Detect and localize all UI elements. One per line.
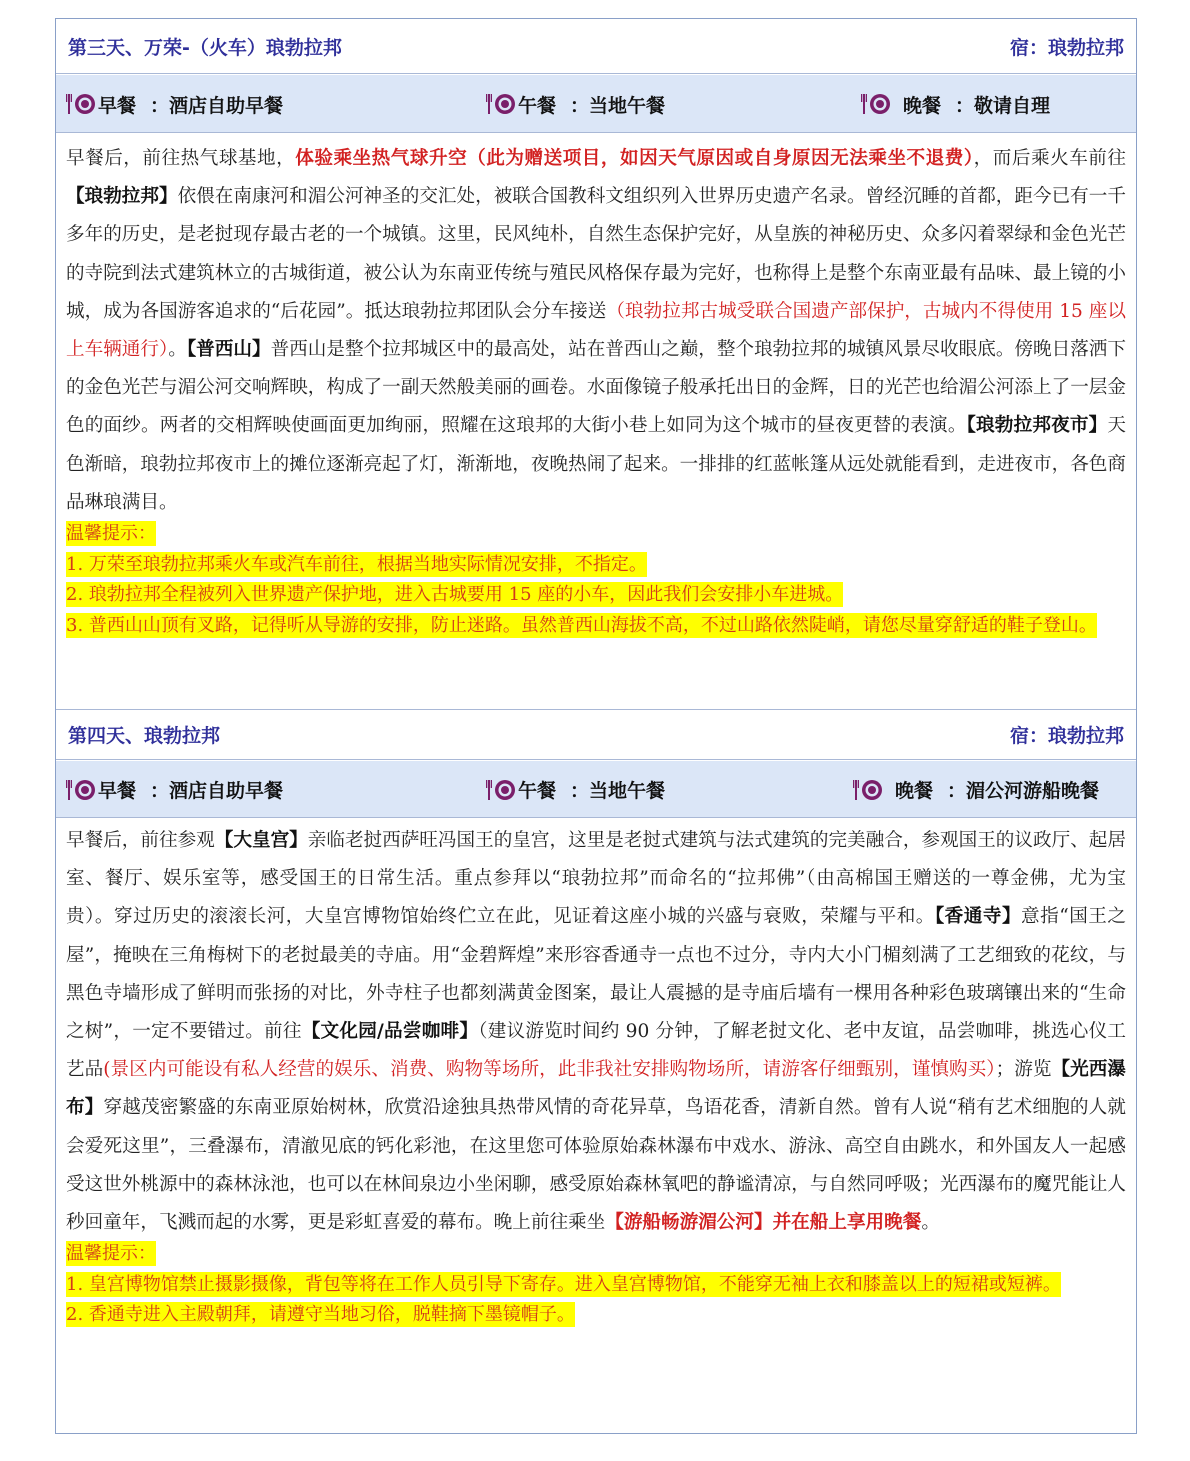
day3-dinner [861,75,1050,133]
itinerary-sheet [55,18,1137,1434]
text: 早餐后，前往热气球基地， [66,148,296,169]
attraction-name: 【光西瀑布】 [66,1059,1126,1119]
tip-item: 3. 普西山山顶有叉路，记得听从导游的安排，防止迷路。虽然普西山海拔不高，不过山路依然陡峭，请您尽量穿舒适的鞋子登山。 [66,614,1097,636]
plate-fork-icon [861,91,891,117]
day3-content [66,140,1126,641]
vehicle-restriction-note: （琅勃拉邦古城受联合国遗产部保护，古城内不得使用 15 座以上车辆通行） [66,300,1127,361]
tips-title: 温馨提示： [66,523,156,545]
attraction-name: 【文化园/品尝咖啡】 [301,1021,479,1043]
text: 普西山是整个拉邦城区中的最高处，站在普西山之巅，整个琅勃拉邦的城镇风景尽收眼底。傍晚日落洒下的金色光芒与湄公河交响辉映，构成了一副天然般美丽的画卷。水面像镜子般承托出日的金辉，日的光芒也给湄公河添上了一层金色的面纱。两者的交相辉映使画面更加绚丽，照耀在这琅邦的大街小巷上如同为这个城市的昼夜更替的表演。 [66,339,1126,437]
tip-item: 2. 香通寺进入主殿朝拜，请遵守当地习俗，脱鞋摘下墨镜帽子。 [66,1304,575,1326]
free-item-note: 体验乘坐热气球升空（此为赠送项目，如因天气原因或自身原因无法乘坐不退费） [295,148,974,169]
day3-title: 第三天、万荣-（火车）琅勃拉邦 [68,36,342,59]
text: （建议游览时间约 90 分钟，了解老挝文化、老中友谊，品尝咖啡，挑选心仪工艺品 [66,1021,1126,1081]
day4-lunch [486,761,665,818]
attraction-name: 【琅勃拉邦夜市】 [966,415,1108,437]
tips-title: 温馨提示： [66,1243,156,1265]
meal-name: 早餐 [98,780,137,802]
day4-tips [66,1239,1126,1331]
day3-stay: 宿：琅勃拉邦 [1009,36,1124,59]
text: 天色渐暗，琅勃拉邦夜市上的摊位逐渐亮起了灯，渐渐地，夜晚热闹了起来。一排排的红蓝帐篷从远处就能看到，走进夜市，各色商品琳琅满目。 [66,415,1126,513]
text: 依偎在南康河和湄公河神圣的交汇处，被联合国教科文组织列入世界历史遗产名录。曾经沉睡的首都，距今已有一千多年的历史，是老挝现存最古老的一个城镇。这里，民风纯朴，自然生态保护完好，从皇族的神秘历史、众多闪着翠绿和金色光芒的寺院到法式建筑林立的古城街道，被公认为东南亚传统与殖民风格保存最为完好，也称得上是整个东南亚最有品味、最上镜的小城，成为各国游客追求的“后花园”。抵达琅勃拉邦团队会分车接送 [66,186,1126,322]
meal-name: 晚餐 [903,94,942,117]
day4-dinner [853,761,1099,818]
text: ，而后乘火车前往 [973,148,1126,169]
text: ；游览 [995,1059,1052,1081]
meal-name: 午餐 [518,780,557,802]
day4-content [66,822,1126,1331]
meal-name: 晚餐 [895,780,934,802]
meal-value: ：湄公河游船晚餐 [947,780,1100,802]
text: 。 [168,339,187,361]
attraction-name: 【大皇宫】 [214,830,308,851]
meal-name: 早餐 [98,94,137,117]
day4-meal-bar [56,761,1136,818]
attraction-name: 【琅勃拉邦】 [66,186,178,208]
plate-fork-icon [486,91,516,117]
meal-value: ：酒店自助早餐 [150,94,284,117]
attraction-name: 【香通寺】 [934,906,1022,928]
day4-breakfast [66,761,283,818]
meal-value: ：酒店自助早餐 [150,780,284,802]
day4-header [56,710,1136,760]
text: 意指“国王之屋”，掩映在三角梅树下的老挝最美的寺庙。用“金碧辉煌”来形容香通寺一点也不过分，寺内大小门楣刻满了工艺细致的花纹，与黑色寺墙形成了鲜明而张扬的对比，外寺柱子也都刻满黄金图案，最让人震撼的是寺庙后墙有一棵用各种彩色玻璃镶出来的“生命之树”，一定不要错过。前往 [66,906,1126,1043]
plate-fork-icon [486,777,516,803]
tip-item: 2. 琅勃拉邦全程被列入世界遗产保护地，进入古城要用 15 座的小车，因此我们会安排小车进城。 [66,584,844,606]
day3-description [66,140,1126,522]
day3-lunch [486,75,665,133]
plate-fork-icon [66,91,96,117]
day3-breakfast [66,75,283,133]
text: 亲临老挝西萨旺冯国王的皇宫，这里是老挝式建筑与法式建筑的完美融合，参观国王的议政厅、起居室、餐厅、娱乐室等，感受国王的日常生活。重点参拜以“琅勃拉邦”而命名的“拉邦佛”（由高棉国王赠送的一尊金佛，尤为宝贵）。穿过历史的滚滚长河，大皇宫博物馆始终伫立在此，见证着这座小城的兴盛与衰败，荣耀与平和。 [66,830,1126,928]
text: 。 [921,1212,940,1234]
cruise-dinner-note: 【游船畅游湄公河】并在船上享用晚餐 [605,1212,922,1234]
day3-header [56,19,1136,74]
tip-item: 1. 万荣至琅勃拉邦乘火车或汽车前往，根据当地实际情况安排，不指定。 [66,553,647,575]
day3-tips [66,519,1126,641]
plate-fork-icon [853,777,883,803]
meal-value: ：敬请自理 [955,94,1051,117]
meal-value: ：当地午餐 [570,780,666,802]
tip-item: 1. 皇宫博物馆禁止摄影摄像，背包等将在工作人员引导下寄存。进入皇宫博物馆，不能穿无袖上衣和膝盖以上的短裙或短裤。 [66,1273,1061,1295]
text: 早餐后，前往参观 [66,830,215,851]
meal-name: 午餐 [518,94,557,117]
text: 穿越茂密繁盛的东南亚原始树林，欣赏沿途独具热带风情的奇花异草，鸟语花香，清新自然。曾有人说“稍有艺术细胞的人就会爱死这里”，三叠瀑布，清澈见底的钙化彩池，在这里您可体验原始森林瀑布中戏水、游泳、高空自由跳水，和外国友人一起感受这世外桃源中的森林泳池，也可以在林间泉边小坐闲聊，感受原始森林氧吧的静谧清凉，与自然同呼吸；光西瀑布的魔咒能让人秒回童年，飞溅而起的水雾，更是彩虹喜爱的幕布。晚上前往乘坐 [66,1097,1126,1234]
meal-value: ：当地午餐 [570,94,666,117]
day4-title: 第四天、琅勃拉邦 [68,725,221,747]
day4-description [66,822,1126,1242]
attraction-name: 【普西山】 [186,339,271,361]
plate-fork-icon [66,777,96,803]
day3-meal-bar [56,75,1136,133]
day4-stay: 宿：琅勃拉邦 [1009,725,1124,747]
shopping-disclaimer: (景区内可能设有私人经营的娱乐、消费、购物等场所，此非我社安排购物场所，请游客仔细甄别，谨慎购买） [103,1059,996,1081]
